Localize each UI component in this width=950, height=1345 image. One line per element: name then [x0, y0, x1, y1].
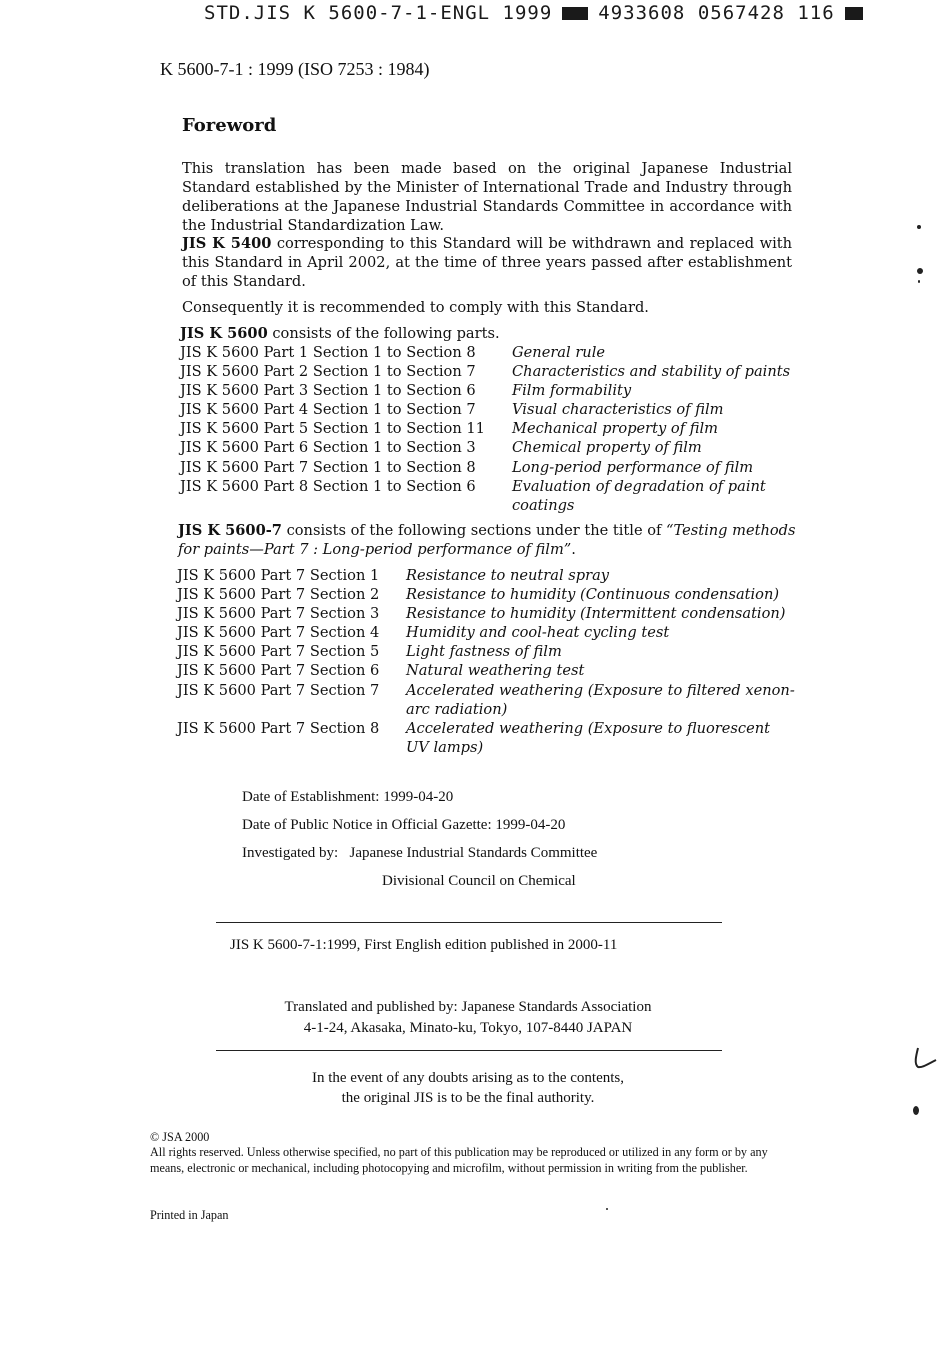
- stamp-number-c: 116: [797, 2, 835, 24]
- list-item: JIS K 5600 Part 7 Section 3 Resistance to humidity (Intermittent condensation): [177, 605, 786, 623]
- list-item: JIS K 5600 Part 3 Section 1 to Section 6 Film formability: [180, 382, 632, 400]
- sections-intro: JIS K 5600-7 consists of the following sections under the title of “Testing methods for paints—Part 7 : Long-period performance of film”.: [178, 522, 796, 559]
- scan-mark: [913, 1106, 919, 1115]
- scan-mark: [918, 280, 920, 283]
- rights-notice: All rights reserved. Unless otherwise specified, no part of this publication may be reproduced or utilized in any form or by any means, electronic or mechanical, including photocopying and microfilm, without permission in writing from the publisher.: [150, 1145, 768, 1175]
- copyright-line: © JSA 2000: [150, 1130, 210, 1144]
- scan-mark: [917, 225, 921, 229]
- withdrawn-standard: JIS K 5400: [182, 235, 272, 252]
- list-item: JIS K 5600 Part 4 Section 1 to Section 7 Visual characteristics of film: [180, 401, 724, 419]
- foreword-title: Foreword: [182, 115, 277, 136]
- list-item: JIS K 5600 Part 7 Section 1 to Section 8 Long-period performance of film: [180, 458, 754, 476]
- stamp-bar: [562, 7, 588, 20]
- list-item: JIS K 5600 Part 2 Section 1 to Section 7 Characteristics and stability of paints: [180, 363, 791, 381]
- foreword-paragraph-2: JIS K 5400 corresponding to this Standard will be withdrawn and replaced with this Standard in April 2002, at the time of three years passed after establishment of this Standard.: [182, 235, 792, 291]
- list-item: JIS K 5600 Part 7 Section 2 Resistance to humidity (Continuous condensation): [177, 586, 780, 604]
- list-item: JIS K 5600 Part 5 Section 1 to Section 11 Mechanical property of film: [180, 420, 718, 438]
- authority-notice: In the event of any doubts arising as to the contents, the original JIS is to be the final authority.: [311, 1070, 624, 1106]
- list-item: JIS K 5600 Part 7 Section 7 Accelerated weathering (Exposure to filtered xenon-arc radiation): [177, 681, 795, 718]
- list-item: JIS K 5600 Part 7 Section 8 Accelerated weathering (Exposure to fluorescent UV lamps): [177, 719, 770, 756]
- scan-mark: [917, 268, 923, 274]
- sections-list: [177, 566, 797, 757]
- foreword-paragraph-1: This translation has been made based on the original Japanese Industrial Standard established by the Minister of International Trade and Industry through deliberations at the Japanese Industrial Standards Committee in accordance with the Industrial Standardization Law.: [182, 160, 792, 235]
- printed-in: Printed in Japan: [150, 1208, 229, 1222]
- parts-intro: JIS K 5600 consists of the following parts.: [180, 325, 500, 342]
- publisher-block: [218, 997, 718, 1039]
- list-item: JIS K 5600 Part 7 Section 6 Natural weathering test: [177, 662, 585, 680]
- parts-list: [180, 343, 800, 515]
- list-item: JIS K 5600 Part 7 Section 5 Light fastness of film: [177, 643, 562, 661]
- foreword-paragraph-3: Consequently it is recommended to comply with this Standard.: [182, 299, 649, 316]
- stamp-code: STD.JIS K 5600-7-1-ENGL 1999: [204, 2, 553, 24]
- list-item: JIS K 5600 Part 6 Section 1 to Section 3 Chemical property of film: [180, 439, 702, 457]
- investigated-council: Divisional Council on Chemical: [382, 873, 576, 889]
- stamp-bar-end: [845, 7, 863, 20]
- handwritten-mark-icon: [906, 1046, 942, 1072]
- stamp-number-b: 0567428: [697, 2, 785, 24]
- publisher-line: Translated and published by: Japanese Standards Association: [284, 999, 652, 1015]
- document-id: K 5600-7-1 : 1999 (ISO 7253 : 1984): [160, 59, 430, 79]
- edition-info: JIS K 5600-7-1:1999, First English edition published in 2000-11: [230, 937, 618, 953]
- establishment-date: Date of Establishment: 1999-04-20: [242, 789, 454, 805]
- document-stamp: [204, 2, 863, 24]
- stamp-number-a: 4933608: [598, 2, 686, 24]
- scan-mark: [606, 1208, 608, 1210]
- divider: [216, 922, 722, 923]
- list-item: JIS K 5600 Part 7 Section 4 Humidity and cool-heat cycling test: [177, 624, 670, 642]
- copyright-block: [150, 1130, 790, 1176]
- list-item: JIS K 5600 Part 1 Section 1 to Section 8 General rule: [180, 344, 605, 361]
- list-item: JIS K 5600 Part 8 Section 1 to Section 6 Evaluation of degradation of paint coatings: [180, 477, 766, 514]
- divider: [216, 1050, 722, 1051]
- investigated-by: Investigated by: Japanese Industrial Standards Committee: [242, 845, 598, 861]
- list-item: JIS K 5600 Part 7 Section 1 Resistance to neutral spray: [177, 567, 610, 584]
- gazette-date: Date of Public Notice in Official Gazette: 1999-04-20: [242, 817, 566, 833]
- publisher-address: 4-1-24, Akasaka, Minato-ku, Tokyo, 107-8440 JAPAN: [303, 1020, 633, 1036]
